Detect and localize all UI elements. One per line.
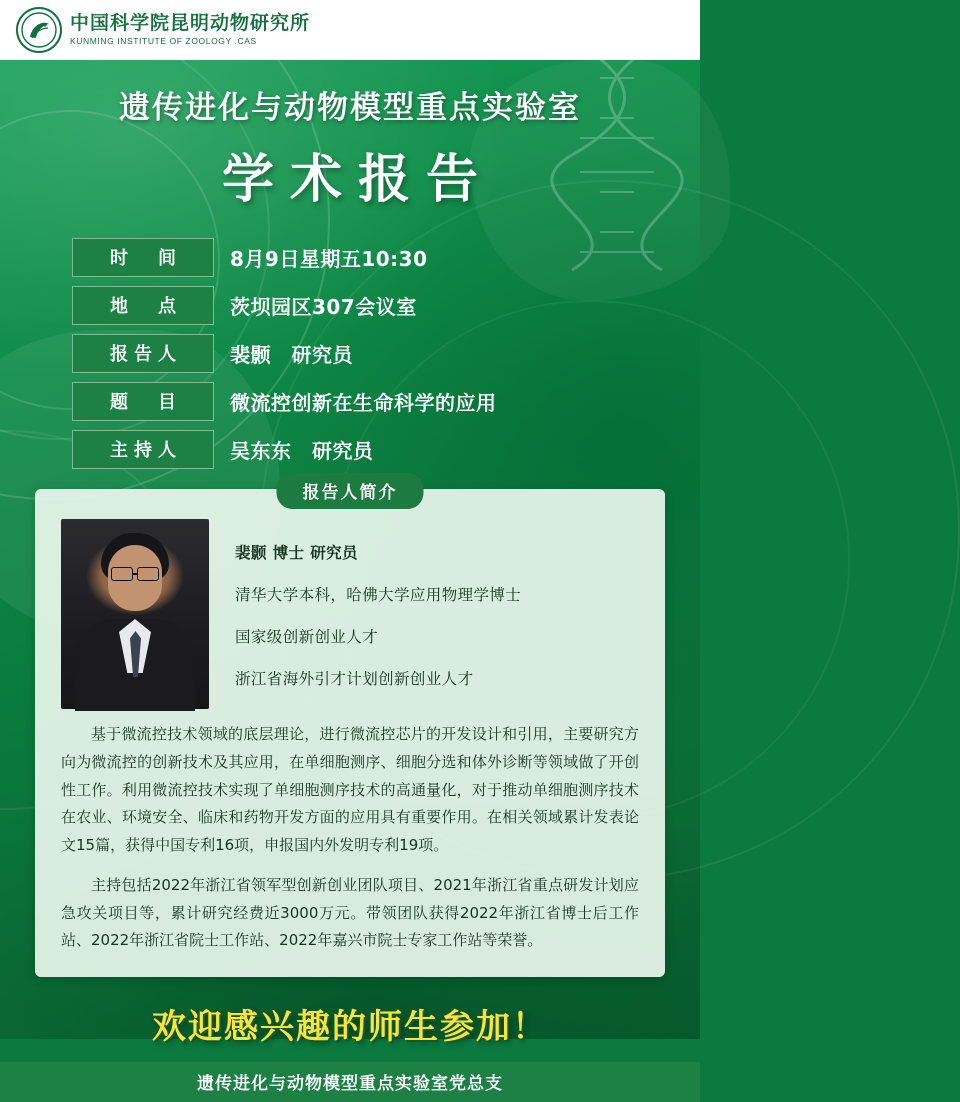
info-label-location: 地 点 [72, 286, 214, 325]
info-row [72, 334, 628, 373]
bio-line-name: 裴颢 博士 研究员 [235, 544, 358, 562]
info-row [72, 382, 628, 421]
poster-footer [0, 999, 700, 1102]
info-value-time: 8月9日星期五10:30 [230, 247, 428, 271]
info-value-speaker: 裴颢 研究员 [230, 343, 353, 367]
event-info-list [72, 238, 628, 469]
info-row [72, 238, 628, 277]
organizer-band: 遗传进化与动物模型重点实验室党总支 [0, 1062, 700, 1102]
bio-paragraph-research: 基于微流控技术领域的底层理论，进行微流控芯片的开发设计和引用，主要研究方向为微流控的创新技术及其应用，在单细胞测序、细胞分选和体外诊断等领域做了开创性工作。利用微流控技术实现了单细胞测序技术的高通量化，对于推动单细胞测序技术在农业、环境安全、临床和药物开发方面的应用具有重要作用。在相关领域累计发表论文15篇，获得中国专利16项，申报国内外发明专利19项。 [61, 725, 639, 854]
bio-line-honor-provincial: 浙江省海外引才计划创新创业人才 [235, 670, 474, 688]
info-value-location: 茨坝园区307会议室 [230, 295, 417, 319]
bio-paragraph-projects: 主持包括2022年浙江省领军型创新创业团队项目、2021年浙江省重点研发计划应急攻关项目等，累计研究经费近3000万元。带领团队获得2022年浙江省博士后工作站、2022年浙江省院士工作站、2022年嘉兴市院士专家工作站等荣誉。 [61, 875, 639, 950]
bio-line-honor-national: 国家级创新创业人才 [235, 628, 379, 646]
info-label-time: 时 间 [72, 238, 214, 277]
info-label-host: 主持人 [72, 430, 214, 469]
welcome-text: 欢迎感兴趣的师生参加！ [152, 1007, 548, 1047]
speaker-bio-lines [235, 519, 521, 709]
poster-title [0, 82, 700, 212]
event-title: 学术报告 [221, 149, 494, 210]
institute-seal-icon [16, 7, 62, 53]
institute-name-en: KUNMING INSTITUTE OF ZOOLOGY .CAS [70, 36, 257, 46]
speaker-bio-badge: 报告人简介 [277, 473, 424, 509]
info-value-topic: 微流控创新在生命科学的应用 [230, 391, 497, 415]
institute-header-band [0, 0, 700, 60]
institute-name-cn: 中国科学院昆明动物研究所 [70, 12, 311, 35]
info-label-topic: 题 目 [72, 382, 214, 421]
lab-title: 遗传进化与动物模型重点实验室 [119, 90, 581, 126]
bio-line-education: 清华大学本科，哈佛大学应用物理学博士 [235, 586, 522, 604]
institute-name [70, 14, 310, 46]
speaker-bio-top [61, 519, 639, 709]
speaker-bio-card [35, 483, 665, 977]
info-label-speaker: 报告人 [72, 334, 214, 373]
info-row [72, 286, 628, 325]
info-value-host: 吴东东 研究员 [230, 439, 374, 463]
speaker-portrait [61, 519, 209, 709]
info-row [72, 430, 628, 469]
